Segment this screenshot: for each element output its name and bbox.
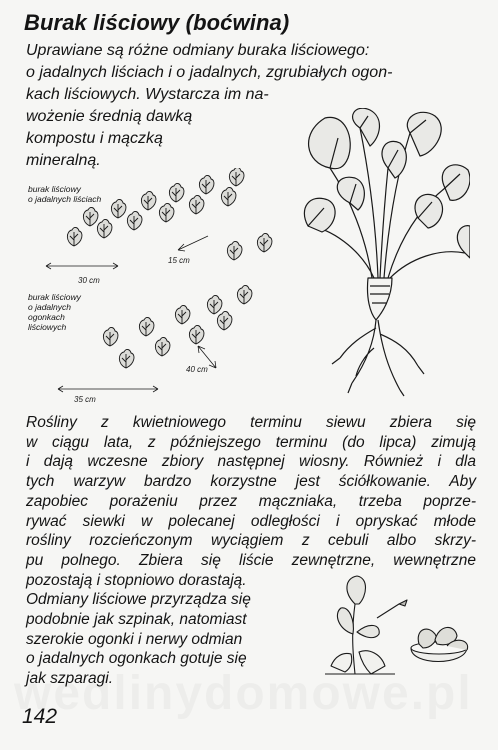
seedling-icon bbox=[103, 327, 118, 346]
body-line: o jadalnych ogonkach gotuje się bbox=[26, 650, 247, 668]
body-line: podobnie jak szpinak, natomiast bbox=[26, 611, 247, 629]
watermark bbox=[14, 666, 473, 721]
body-line: rośliny rozcieńczonym wyciągiem z cebuli albo skrzy- bbox=[26, 532, 476, 550]
seedling-icon bbox=[169, 183, 184, 202]
seedling-icon bbox=[199, 175, 214, 194]
intro-line: kach liściowych. Wystarcza im na- bbox=[26, 86, 269, 103]
chard-plant-illustration bbox=[300, 108, 470, 398]
body-line: Rośliny z kwietniowego terminu siewu zbiera się bbox=[26, 414, 476, 431]
diagram-label-line: o jadalnych bbox=[28, 302, 72, 312]
planting-spacing-diagram bbox=[18, 168, 318, 408]
body-line: tych warzyw bardzo korzystne jest ściółkowanie. Aby bbox=[26, 473, 476, 491]
body-line: rywać siewki w polecanej odległości i opryskać młode bbox=[26, 512, 476, 530]
intro-line: wożenie średnią dawką bbox=[26, 108, 193, 125]
seedling-icon bbox=[237, 285, 252, 304]
page-number: 142 bbox=[22, 705, 58, 728]
seedling-icon bbox=[207, 295, 222, 314]
seedling-icon bbox=[67, 227, 82, 246]
seedling-icon bbox=[139, 317, 154, 336]
dim-40cm: 40 cm bbox=[186, 365, 208, 374]
seedling-icon bbox=[159, 203, 174, 222]
intro-line: mineralną. bbox=[26, 152, 101, 169]
seedling-icon bbox=[155, 337, 170, 356]
diagram-label-line: ogonkach bbox=[28, 312, 65, 322]
dim-30cm: 30 cm bbox=[78, 276, 100, 285]
body-line: i dają wczesne zbiory następnej wiosny. Również i dla bbox=[26, 453, 476, 471]
body-line: Odmiany liściowe przyrządza się bbox=[26, 591, 251, 609]
diagram-label-line: o jadalnych liściach bbox=[28, 194, 102, 204]
seedling-icon bbox=[111, 199, 126, 218]
body-line: pu polnego. Zbiera się liście zewnętrzne, wewnętrzne bbox=[26, 551, 476, 569]
seedling-icon bbox=[221, 187, 236, 206]
intro-line: Uprawiane są różne odmiany buraka liściowego: bbox=[26, 42, 370, 59]
seedling-icon bbox=[119, 349, 134, 368]
diagram-label-line: burak liściowy bbox=[28, 292, 81, 302]
intro-line: o jadalnych liściach i o jadalnych, zgrubiałych ogon- bbox=[26, 64, 393, 81]
page-title: Burak liściowy (boćwina) bbox=[24, 10, 290, 35]
seedling-rows-drawing bbox=[18, 168, 318, 408]
diagram-label-line: liściowych bbox=[28, 322, 67, 332]
body-line: w ciągu lata, z późniejszego terminu (do lipca) zimują bbox=[26, 433, 476, 451]
seedling-icon bbox=[257, 233, 272, 252]
diagram-label-line: burak liściowy bbox=[28, 184, 81, 194]
dim-15cm: 15 cm bbox=[168, 256, 190, 265]
seedling-icon bbox=[189, 325, 204, 344]
body-line: jak szparagi. bbox=[26, 670, 114, 688]
seedling-icon bbox=[175, 305, 190, 324]
seedling-icon bbox=[83, 207, 98, 226]
intro-line: kompostu i mączką bbox=[26, 130, 163, 147]
dim-35cm: 35 cm bbox=[74, 395, 96, 404]
seedling-icon bbox=[217, 311, 232, 330]
body-line: pozostają i stopniowo dorastają. bbox=[26, 571, 247, 589]
seedling-icon bbox=[229, 168, 244, 186]
seedling-icon bbox=[189, 195, 204, 214]
seedling-icon bbox=[227, 241, 242, 260]
body-line: zapobiec porażeniu przez mączniaka, trzeba poprze- bbox=[26, 492, 476, 510]
seedling-icon bbox=[141, 191, 156, 210]
seedling-icon bbox=[127, 211, 142, 230]
seedling-icon bbox=[97, 219, 112, 238]
body-line: szerokie ogonki i nerwy odmian bbox=[26, 630, 243, 648]
